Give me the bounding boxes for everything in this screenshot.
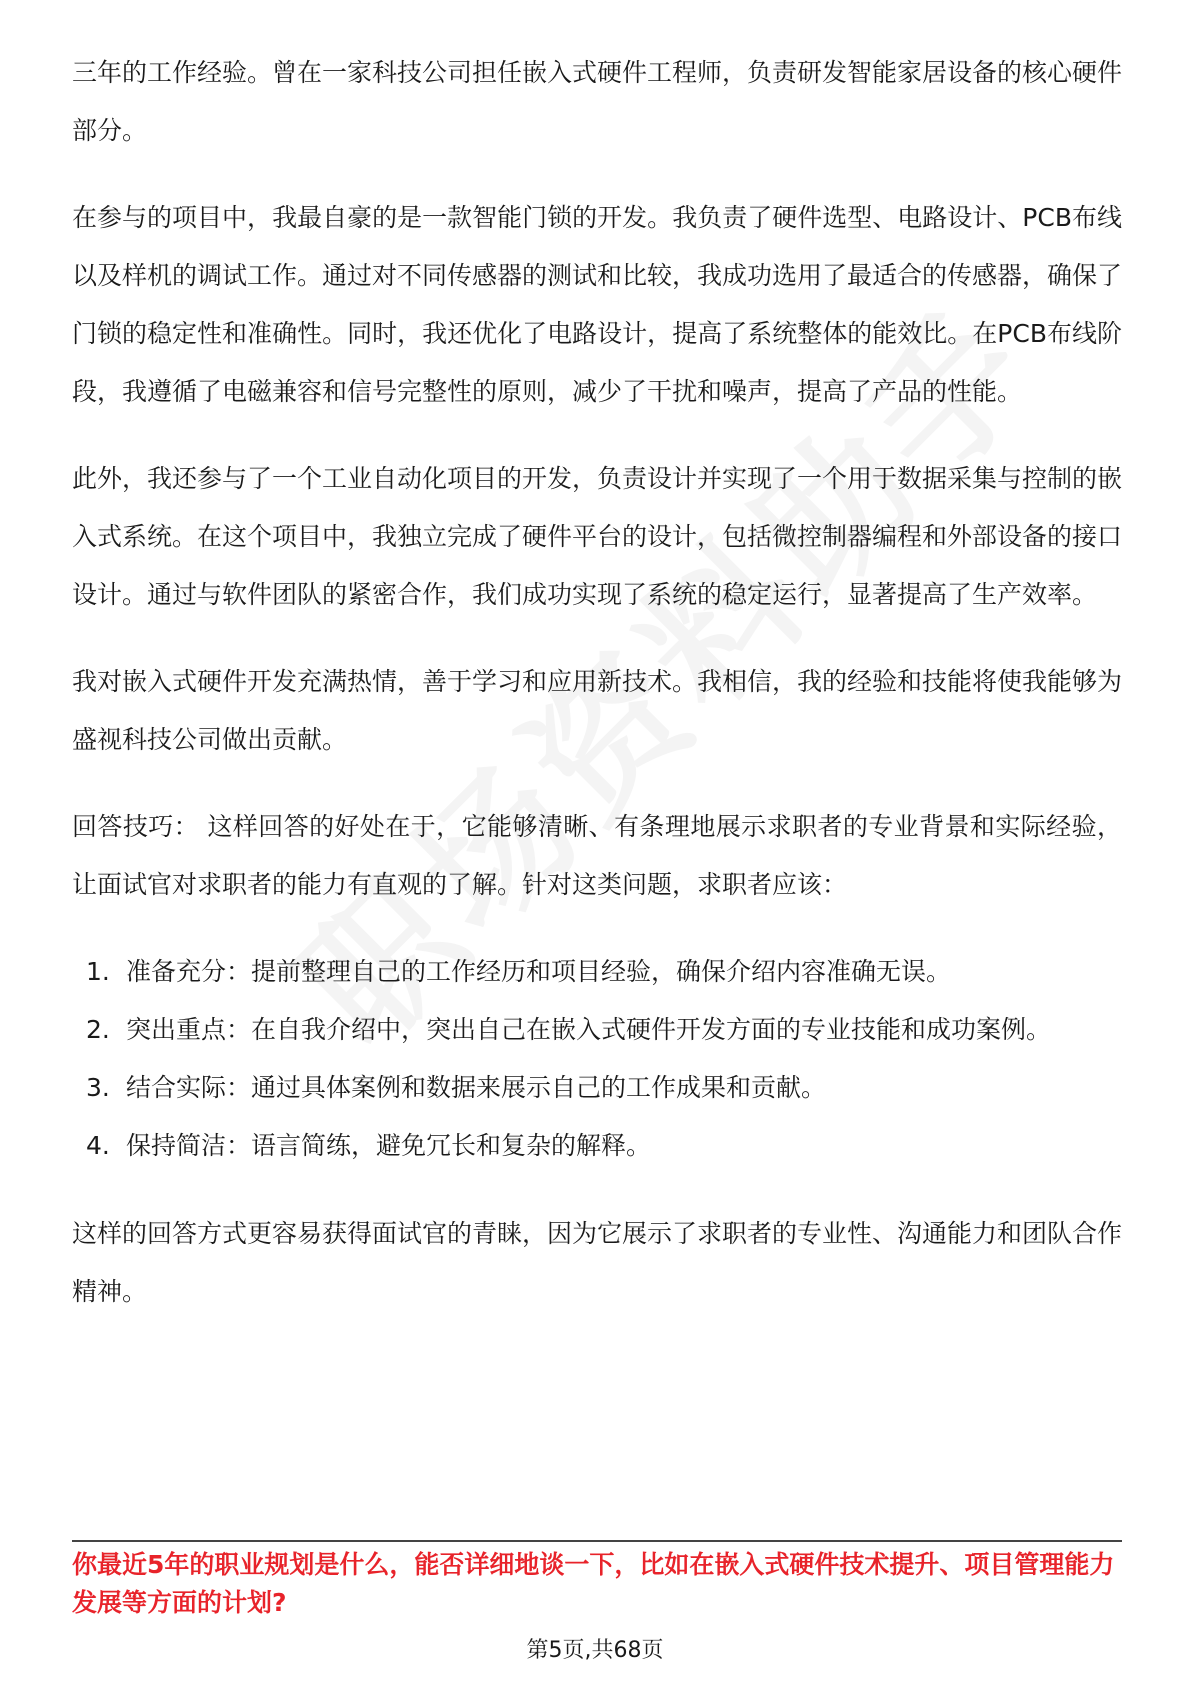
page-number: 第5页,共68页 [526, 1638, 664, 1663]
list-number: 1. [86, 957, 110, 986]
paragraph-closing: 这样的回答方式更容易获得面试官的青睐，因为它展示了求职者的专业性、沟通能力和团队合作精神。 [72, 1219, 1123, 1306]
tips-list [72, 943, 1122, 1175]
list-text: 突出重点：在自我介绍中，突出自己在嵌入式硬件开发方面的专业技能和成功案例。 [126, 1015, 1052, 1044]
paragraph-experience: 三年的工作经验。曾在一家科技公司担任嵌入式硬件工程师，负责研发智能家居设备的核心硬件部分。 [72, 58, 1123, 145]
paragraph-industrial-automation: 此外，我还参与了一个工业自动化项目的开发，负责设计并实现了一个用于数据采集与控制的嵌入式系统。在这个项目中，我独立完成了硬件平台的设计，包括微控制器编程和外部设备的接口设计。通过与软件团队的紧密合作，我们成功实现了系统的稳定运行，显著提高了生产效率。 [72, 464, 1123, 609]
list-number: 4. [86, 1131, 110, 1160]
page-content [72, 44, 1122, 1350]
list-text: 准备充分：提前整理自己的工作经历和项目经验，确保介绍内容准确无误。 [126, 957, 952, 986]
section-divider [72, 1540, 1122, 1542]
next-question-heading: 你最近5年的职业规划是什么，能否详细地谈一下，比如在嵌入式硬件技术提升、项目管理能力发展等方面的计划? [72, 1550, 1115, 1617]
list-item [72, 943, 1122, 1001]
list-item [72, 1117, 1122, 1175]
list-item [72, 1001, 1122, 1059]
paragraph-answer-tips: 回答技巧： 这样回答的好处在于，它能够清晰、有条理地展示求职者的专业背景和实际经验，让面试官对求职者的能力有直观的了解。针对这类问题，求职者应该： [72, 812, 1122, 899]
list-item [72, 1059, 1122, 1117]
paragraph-smart-lock: 在参与的项目中，我最自豪的是一款智能门锁的开发。我负责了硬件选型、电路设计、PCB布线以及样机的调试工作。通过对不同传感器的测试和比较，我成功选用了最适合的传感器，确保了门锁的稳定性和准确性。同时，我还优化了电路设计，提高了系统整体的能效比。在PCB布线阶段，我遵循了电磁兼容和信号完整性的原则，减少了干扰和噪声，提高了产品的性能。 [72, 203, 1123, 406]
list-number: 2. [86, 1015, 110, 1044]
list-text: 保持简洁：语言简练，避免冗长和复杂的解释。 [126, 1131, 652, 1160]
list-number: 3. [86, 1073, 110, 1102]
paragraph-passion: 我对嵌入式硬件开发充满热情，善于学习和应用新技术。我相信，我的经验和技能将使我能够为盛视科技公司做出贡献。 [72, 667, 1123, 754]
list-text: 结合实际：通过具体案例和数据来展示自己的工作成果和贡献。 [126, 1073, 827, 1102]
